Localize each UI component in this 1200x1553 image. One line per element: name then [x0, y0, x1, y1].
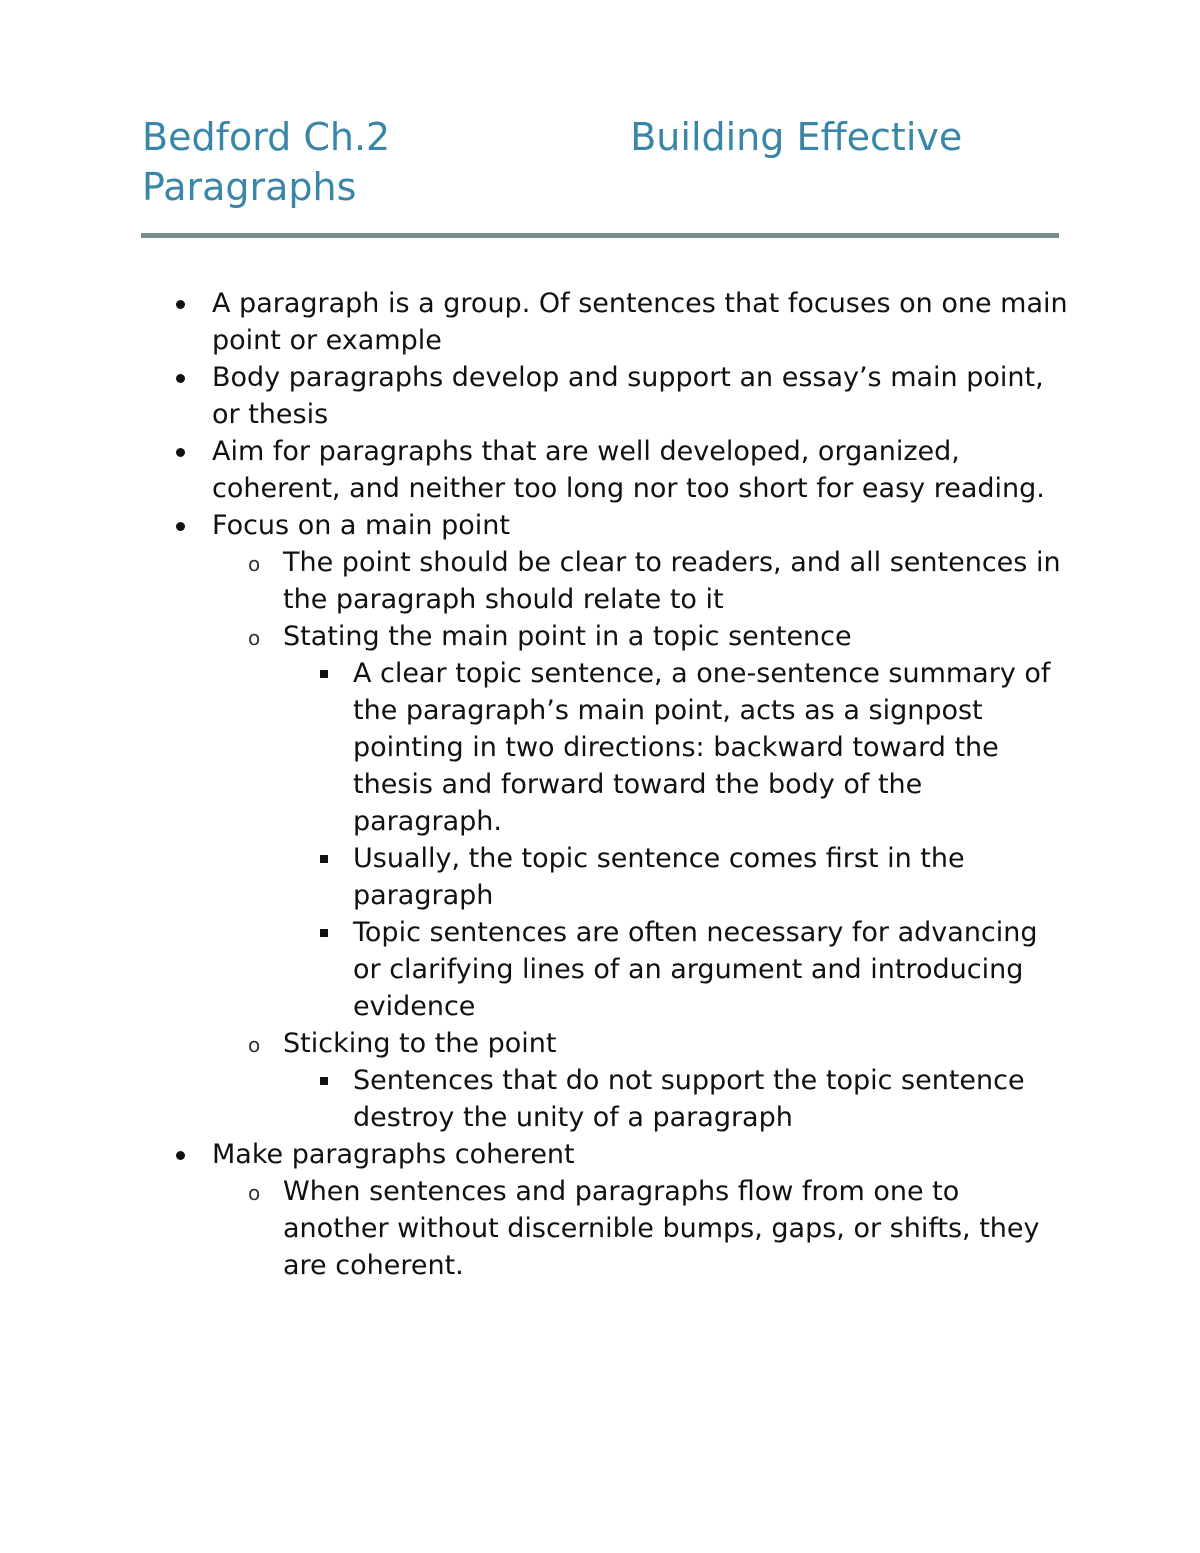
sub-sub-list-item: A clear topic sentence, a one-sentence summary of the paragraph’s main point, acts as a signpost pointing in two directions: backward toward the thesis and forward toward the body of the paragraph. — [0, 655, 1200, 840]
outline-list — [0, 285, 1200, 1284]
sub-sub-list-item: Usually, the topic sentence comes first in the paragraph — [0, 840, 1200, 914]
title-chapter: Bedford Ch.2 — [142, 115, 391, 159]
list-item: Body paragraphs develop and support an essay’s main point, or thesis — [0, 359, 1200, 433]
bullet-o-icon: o — [248, 1181, 261, 1205]
sub-sub-list-item: Topic sentences are often necessary for advancing or clarifying lines of an argument and introducing evidence — [0, 914, 1200, 1025]
sub-list-item: o Sticking to the point — [0, 1025, 1200, 1062]
bullet-dot-icon — [176, 374, 185, 383]
bullet-dot-icon — [176, 300, 185, 309]
list-item: A paragraph is a group. Of sentences that focuses on one main point or example — [0, 285, 1200, 359]
title-topic: Building Effective Paragraphs — [142, 115, 963, 209]
bullet-o-icon: o — [248, 1033, 261, 1057]
list-item: Focus on a main point — [0, 507, 1200, 544]
bullet-square-icon — [320, 670, 328, 678]
sub-sub-list-item: Sentences that do not support the topic sentence destroy the unity of a paragraph — [0, 1062, 1200, 1136]
sub-list-item: o The point should be clear to readers, and all sentences in the paragraph should relate to it — [0, 544, 1200, 618]
sub-list-item: o When sentences and paragraphs flow from one to another without discernible bumps, gaps, or shifts, they are coherent. — [0, 1173, 1200, 1284]
sub-list-item: o Stating the main point in a topic sentence — [0, 618, 1200, 655]
list-item: Make paragraphs coherent — [0, 1136, 1200, 1173]
bullet-square-icon — [320, 855, 328, 863]
document-title — [142, 112, 1042, 212]
title-divider — [141, 233, 1059, 238]
bullet-o-icon: o — [248, 552, 261, 576]
bullet-square-icon — [320, 1077, 328, 1085]
bullet-square-icon — [320, 929, 328, 937]
bullet-dot-icon — [176, 448, 185, 457]
bullet-dot-icon — [176, 522, 185, 531]
bullet-dot-icon — [176, 1151, 185, 1160]
list-item: Aim for paragraphs that are well developed, organized, coherent, and neither too long nor too short for easy reading. — [0, 433, 1200, 507]
bullet-o-icon: o — [248, 626, 261, 650]
